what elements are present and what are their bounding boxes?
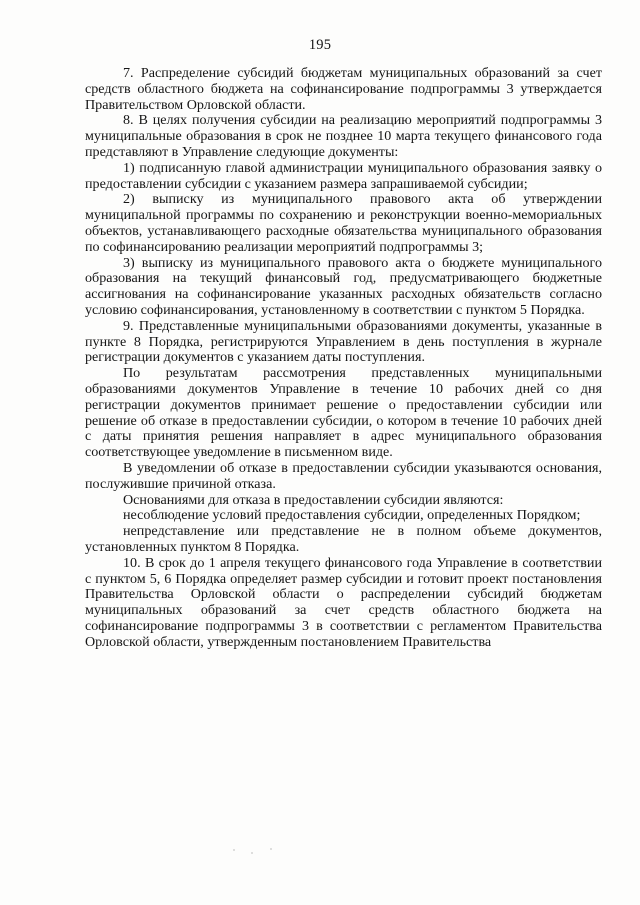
document-body — [85, 66, 602, 650]
refusal-ground-1: несоблюдение условий предоставления субсидии, определенных Порядком; — [123, 507, 581, 524]
paragraph-9: 9. Представленные муниципальными образованиями документы, указанные в пункте 8 Порядка, регистрируются Управлением в день поступления в журнале регистрации документов с указанием даты поступления. — [85, 317, 602, 366]
paragraph-10: 10. В срок до 1 апреля текущего финансового года Управление в соответствии с пунктом 5, 6 Порядка определяет размер субсидии и готовит проект постановления Правительства Орловской области о распределении субсидий бюджетам муниципальных образований за счет средств областного бюджета на софинансирование подпрограммы 3 в соответствии с регламентом Правительства Орловской области, утвержденным постановлением Правительства — [85, 554, 602, 650]
paragraph-refusal-grounds: Основаниями для отказа в предоставлении субсидии являются: — [123, 491, 504, 508]
scan-speck — [233, 849, 235, 851]
page-number: 195 — [308, 37, 332, 53]
list-item-3: 3) выписку из муниципального правового акта о бюджете муниципального образования на текущий финансовый год, предусматривающего бюджетные ассигнования на софинансирование указанных расходных обязательств согласно условию софинансирования, установленному в соответствии с пунктом 5 Порядка. — [85, 254, 602, 318]
paragraph-8: 8. В целях получения субсидии на реализацию мероприятий подпрограммы 3 муниципальные образования в срок не позднее 10 марта текущего финансового года представляют в Управление следующие документы: — [85, 112, 602, 160]
scan-speck — [251, 852, 253, 854]
paragraph-refusal-notice: В уведомлении об отказе в предоставлении субсидии указываются основания, послужившие причиной отказа. — [85, 459, 602, 492]
list-item-1: 1) подписанную главой администрации муниципального образования заявку о предоставлении субсидии с указанием размера запрашиваемой субсидии; — [85, 159, 602, 192]
paragraph-7: 7. Распределение субсидий бюджетам муниципальных образований за счет средств областного бюджета на софинансирование подпрограммы 3 утверждается Правительством Орловской области. — [85, 65, 602, 113]
scan-speck — [270, 848, 272, 850]
refusal-ground-2: непредставление или представление не в полном объеме документов, установленных пунктом 8 Порядка. — [85, 523, 602, 555]
paragraph-review: По результатам рассмотрения представленных муниципальными образованиями документов Управление в течение 10 рабочих дней со дня регистрации документов принимает решение о предоставлении субсидии или решение об отказе в предоставлении субсидии, о котором в течение 10 рабочих дней с даты принятия решения направляет в адрес муниципального образования соответствующее уведомление в письменном виде. — [85, 365, 602, 461]
list-item-2: 2) выписку из муниципального правового акта об утверждении муниципальной программы по сохранению и реконструкции военно-мемориальных объектов, устанавливающего расходные обязательства муниципального образования по софинансированию реализации мероприятий подпрограммы 3; — [85, 191, 602, 255]
